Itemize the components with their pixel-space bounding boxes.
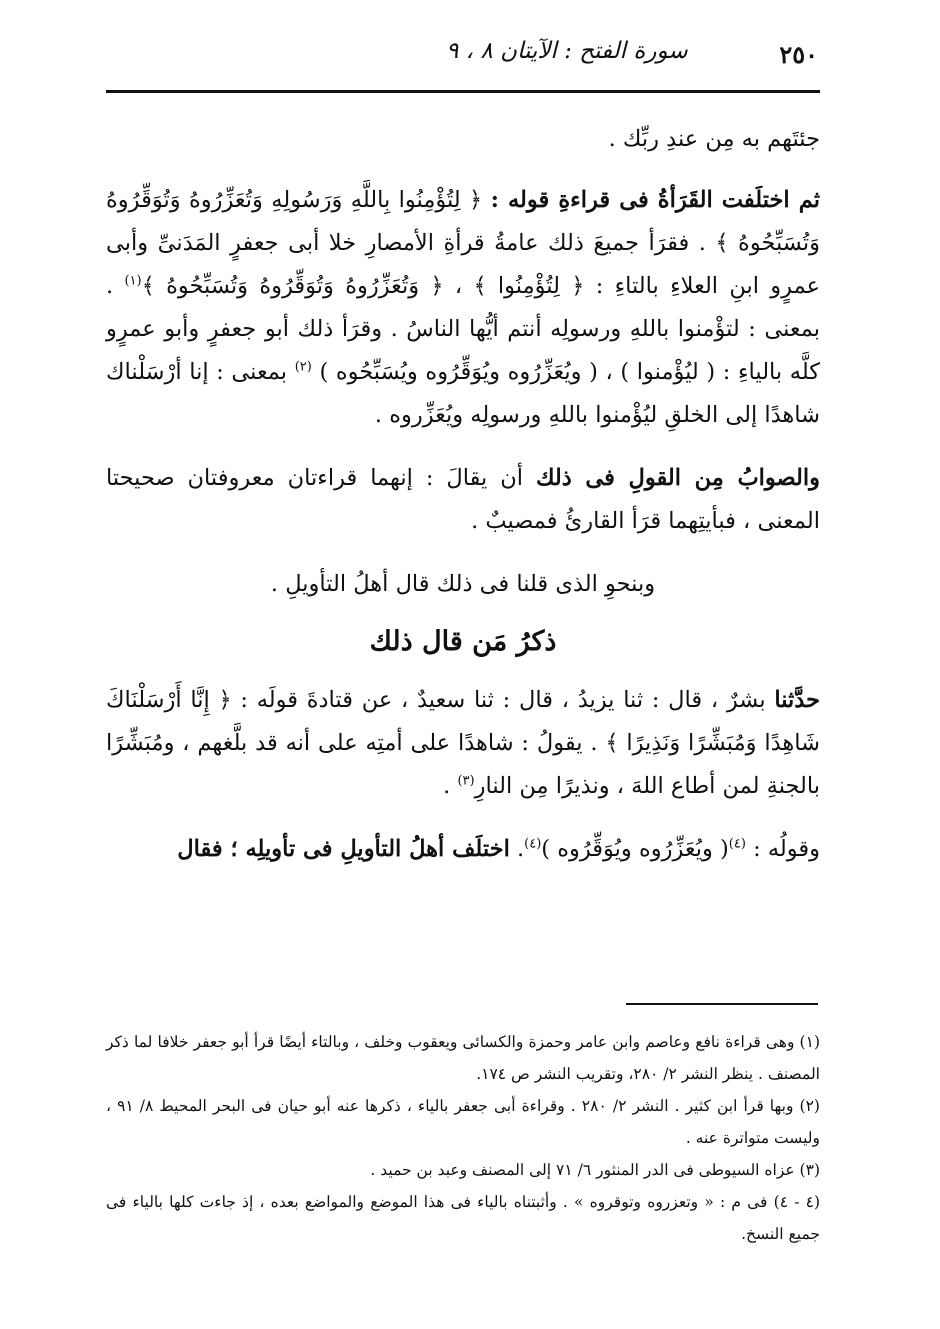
footnotes — [106, 1026, 820, 1250]
paragraph-6 — [106, 828, 820, 871]
main-text — [106, 118, 820, 891]
paragraph-3-lead: والصوابُ مِن القولِ فى ذلك — [535, 465, 820, 491]
page-header — [106, 34, 818, 86]
paragraph-4 — [106, 563, 820, 606]
paragraph-3 — [106, 457, 820, 543]
paragraph-4-text: وبنحوِ الذى قلنا فى ذلك قال أهلُ التأويلِ . — [270, 571, 656, 597]
paragraph-6-lead: اختلَف أهلُ التأويلِ فى تأويلِه ؛ فقال — [177, 836, 510, 862]
footnote-ref-3: (٣) — [457, 773, 475, 789]
paragraph-5-lead: حدَّثنا — [774, 687, 820, 713]
paragraph-5-text: بشرٌ ، قال : ثنا يزيدُ ، قال : ثنا سعيدٌ ، عن قتادةَ قولَه : ﴿ إِنَّا أَرْسَلْنَاكَ شَاهِدًا وَمُبَشِّرًا وَنَذِيرًا ﴾ . يقولُ : شاهدًا على أمتِه على أنه قد بلَّغهم ، ومُبَشِّرًا بالجنةِ لمن أطاع اللهَ ، ونذيرًا مِن النارِ — [106, 687, 820, 799]
footnote-ref-4b: (٤) — [524, 836, 542, 852]
paragraph-6-quote: ( ويُعَزِّرُوه ويُوَقِّرُوه ) — [541, 836, 729, 862]
footnote-1: (١) وهى قراءة نافع وعاصم وابن عامر وحمزة والكسائى ويعقوب وخلف ، وبالتاء أيضًا قرأ أبو جعفر خلافا لما ذكر المصنف . ينظر النشر ٢/ ٢٨٠، وتقريب النشر ص ١٧٤. — [106, 1033, 820, 1083]
paragraph-1 — [106, 118, 820, 161]
paragraph-2-text-b: . بمعنى : لتؤْمنوا باللهِ ورسولِه أنتم أيُّها الناسُ . وقرَأ ذلك أبو جعفرٍ وأبو عمرٍو كلَّه بالياءِ : ( ليُؤْمنوا ) ، ( ويُعَزِّرُوه ويُوَقِّرُوه ويُسَبِّحُوه ) — [106, 273, 821, 385]
footnote-ref-2: (٢) — [294, 359, 312, 375]
footnote-ref-1: (١) — [124, 273, 142, 289]
section-heading: ذكرُ مَن قال ذلك — [369, 626, 557, 657]
footnote-3: (٣) عزاه السيوطى فى الدر المنثور ٦/ ٧١ إلى المصنف وعبد بن حميد . — [370, 1161, 820, 1179]
paragraph-6-start: وقولُه : — [753, 836, 820, 862]
footnote-rule — [626, 1003, 818, 1005]
paragraph-2-text-c: بمعنى : إنا أرْسَلْناك شاهدًا إلى الخلقِ ليُؤْمنوا باللهِ ورسولِه ويُعَزِّروه . — [106, 359, 820, 428]
header-rule — [106, 90, 820, 93]
paragraph-2-text: ﴿ لِتُؤْمِنُوا بِاللَّهِ وَرَسُولِهِ وَتُعَزِّرُوهُ وَتُوَقِّرُوهُ وَتُسَبِّحُوهُ ﴾ . فقرَأ جميعَ ذلك عامةُ قرأةِ الأمصارِ خلا أبى جعفرٍ المَدَنىِّ وأبى عمرٍو ابنِ العلاءِ بالتاءِ : ﴿ لِتُؤْمِنُوا ﴾ ، ﴿ وَتُعَزِّرُوهُ وَتُوَقِّرُوهُ وَتُسَبِّحُوهُ ﴾ — [106, 187, 820, 299]
paragraph-2-lead: ثم اختلَفت القَرَأةُ فى قراءةِ قوله : — [490, 187, 820, 213]
paragraph-5 — [106, 679, 820, 808]
paragraph-3-text: أن يقالَ : إنهما قراءتان معروفتان صحيحتا المعنى ، فبأيتِهما قرَأ القارئُ فمصيبٌ . — [106, 465, 820, 534]
paragraph-1-text: جئتَهم به مِن عندِ ربِّك . — [608, 126, 820, 152]
footnote-4: (٤ - ٤) فى م : « وتعزروه وتوقروه » . وأثبتناه بالياء فى هذا الموضع والمواضع بعده ، إذ جاءت كلها بالياء فى جميع النسخ. — [106, 1193, 820, 1243]
footnote-2: (٢) وبها قرأ ابن كثير . النشر ٢/ ٢٨٠ . وقراءة أبى جعفر بالياء ، ذكرها عنه أبو حيان فى البحر المحيط ٨/ ٩١ ، وليست متواترة عنه . — [106, 1097, 820, 1147]
paragraph-2 — [106, 179, 820, 437]
paragraph-5-end: . — [443, 773, 451, 799]
running-title: سورة الفتح : الآيتان ٨ ، ٩ — [446, 38, 688, 64]
paragraph-6-dot: . — [516, 836, 525, 862]
page-number: ٢٥٠ — [779, 40, 818, 69]
footnote-ref-4a: (٤) — [728, 836, 746, 852]
